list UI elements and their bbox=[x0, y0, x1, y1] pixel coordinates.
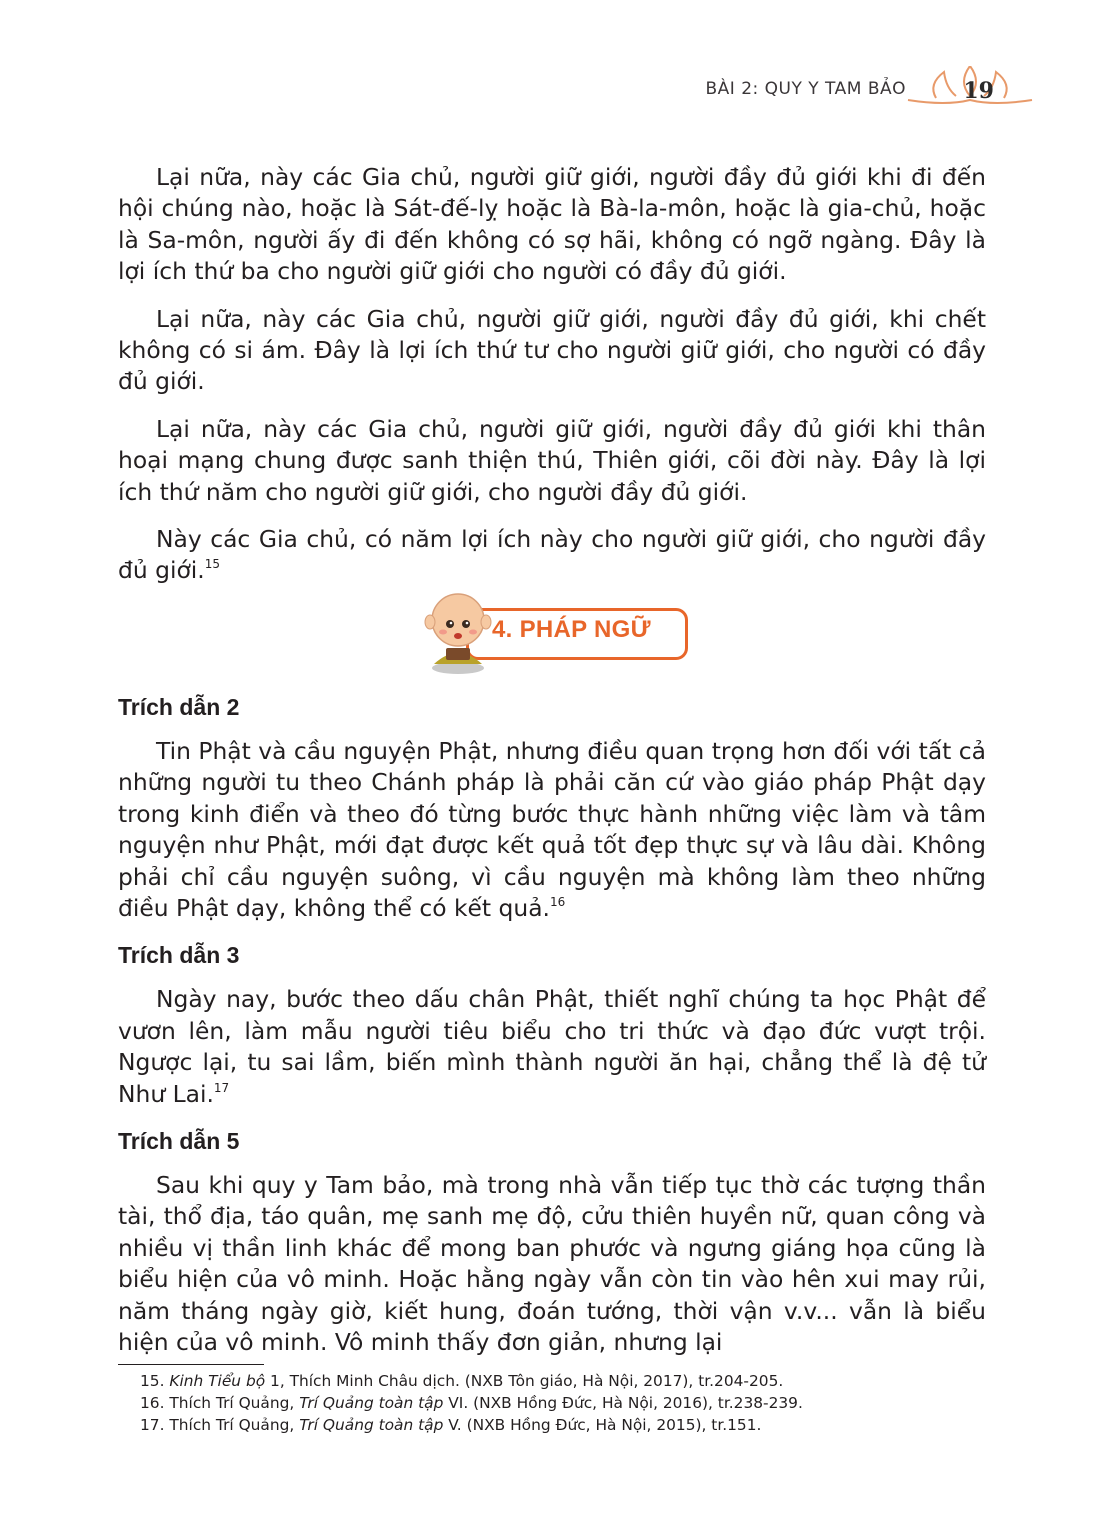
quote-paragraph bbox=[118, 736, 986, 924]
footnote-number: 15. bbox=[140, 1372, 165, 1390]
footnote-detail: 1, Thích Minh Châu dịch. (NXB Tôn giáo, Hà Nội, 2017), tr.204-205. bbox=[265, 1372, 784, 1390]
footnote-title: Trí Quảng toàn tập bbox=[299, 1416, 444, 1434]
footnotes bbox=[140, 1370, 803, 1436]
footnote-ref: 15 bbox=[204, 557, 220, 572]
footnote-number: 16. bbox=[140, 1394, 165, 1412]
section-title: 4. PHÁP NGỮ bbox=[492, 616, 651, 643]
footnote-number: 17. bbox=[140, 1416, 165, 1434]
page-number: 19 bbox=[963, 78, 994, 104]
quote-text: Sau khi quy y Tam bảo, mà trong nhà vẫn tiếp tục thờ các tượng thần tài, thổ địa, táo quân, mẹ sanh mẹ độ, cửu thiên huyền nữ, quan công và nhiều vị thần linh khác để mong ban phước và ngưng giáng họa cũng là biểu hiện của vô minh. Hoặc hằng ngày vẫn còn tin vào hên xui may rủi, năm tháng ngày giờ, kiết hung, đoán tướng, thời vận v.v... vẫn là biểu hiện của vô minh. Vô minh thấy đơn giản, nhưng lại bbox=[118, 1171, 986, 1357]
quote-text: Ngày nay, bước theo dấu chân Phật, thiết nghĩ chúng ta học Phật để vươn lên, làm mẫu người tiêu biểu cho tri thức và đạo đức vượt trội. Ngược lại, tu sai lầm, biến mình thành người ăn hại, chẳng thể là đệ tử Như Lai. bbox=[118, 985, 986, 1108]
footnote-author: Thích Trí Quảng, bbox=[169, 1416, 300, 1434]
paragraph-text: Này các Gia chủ, có năm lợi ích này cho người giữ giới, cho người đầy đủ giới. bbox=[118, 525, 986, 585]
running-header bbox=[634, 76, 1034, 112]
quote-paragraph bbox=[118, 1170, 986, 1358]
footnote-divider bbox=[118, 1364, 264, 1365]
footnote-item bbox=[140, 1414, 803, 1436]
footnote-item bbox=[140, 1370, 803, 1392]
footnote-author: Thích Trí Quảng, bbox=[169, 1394, 300, 1412]
footnote-title: Trí Quảng toàn tập bbox=[299, 1394, 444, 1412]
paragraph: Lại nữa, này các Gia chủ, người giữ giới, người đầy đủ giới, khi chết không có si ám. Đây là lợi ích thứ tư cho người giữ giới, cho người có đầy đủ giới. bbox=[118, 304, 986, 396]
quote-text: Tin Phật và cầu nguyện Phật, nhưng điều quan trọng hơn đối với tất cả những người tu theo Chánh pháp là phải căn cứ vào giáo pháp Phật dạy trong kinh điển và theo đó từng bước thực hành những việc làm và tâm nguyện như Phật, mới đạt được kết quả tốt đẹp thực sự và lâu dài. Không phải chỉ cầu nguyện suông, vì cầu nguyện mà không làm theo những điều Phật dạy, không thể có kết quả. bbox=[118, 737, 986, 923]
section-banner bbox=[416, 586, 688, 676]
paragraph bbox=[118, 524, 986, 587]
monk-reading-icon bbox=[416, 586, 500, 676]
chapter-title: BÀI 2: QUY Y TAM BẢO bbox=[705, 79, 906, 99]
quote-heading: Trích dẫn 5 bbox=[118, 1128, 240, 1155]
footnote-ref: 17 bbox=[213, 1080, 230, 1095]
footnote-detail: V. (NXB Hồng Đức, Hà Nội, 2015), tr.151. bbox=[443, 1416, 762, 1434]
paragraph: Lại nữa, này các Gia chủ, người giữ giới, người đầy đủ giới khi thân hoại mạng chung được sanh thiện thú, Thiên giới, cõi đời này. Đây là lợi ích thứ năm cho người giữ giới, cho người đầy đủ giới. bbox=[118, 414, 986, 506]
footnote-ref: 16 bbox=[549, 895, 566, 910]
quote-paragraph bbox=[118, 984, 986, 1110]
footnote-item bbox=[140, 1392, 803, 1414]
quote-heading: Trích dẫn 3 bbox=[118, 942, 240, 969]
main-text-top bbox=[118, 162, 986, 603]
quote-heading: Trích dẫn 2 bbox=[118, 694, 240, 720]
footnote-detail: VI. (NXB Hồng Đức, Hà Nội, 2016), tr.238-239. bbox=[443, 1394, 803, 1412]
paragraph: Lại nữa, này các Gia chủ, người giữ giới, người đầy đủ giới khi đi đến hội chúng nào, hoặc là Sát-đế-lỵ hoặc là Bà-la-môn, hoặc là gia-chủ, hoặc là Sa-môn, người ấy đi đến không có sợ hãi, không có ngỡ ngàng. Đây là lợi ích thứ ba cho người giữ giới cho người có đầy đủ giới. bbox=[118, 163, 986, 286]
footnote-title: Kinh Tiểu bộ bbox=[169, 1372, 266, 1390]
quotes-section bbox=[118, 692, 986, 1375]
